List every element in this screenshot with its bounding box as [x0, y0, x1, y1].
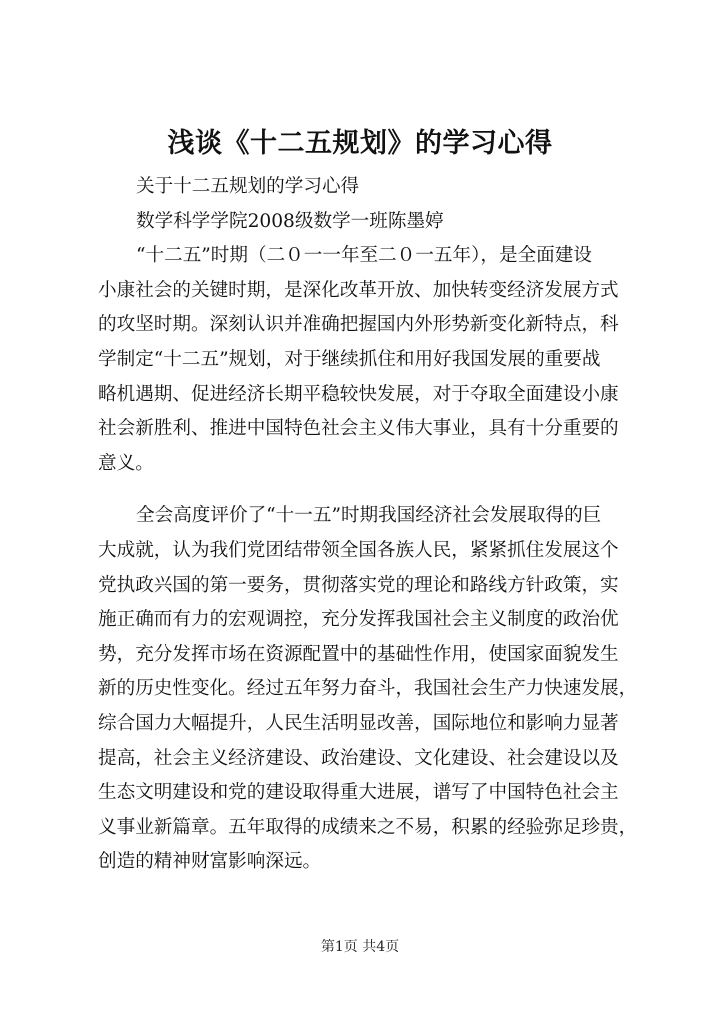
paragraph-line: 的攻坚时期。深刻认识并准确把握国内外形势新变化新特点，科 — [98, 314, 619, 336]
paragraph-line: 提高，社会主义经济建设、政治建设、文化建设、社会建设以及 — [98, 747, 619, 769]
paragraph-line: 小康社会的关键时期，是深化改革开放、加快转变经济发展方式 — [98, 279, 619, 301]
paragraph-line: 义事业新篇章。五年取得的成绩来之不易，积累的经验弥足珍贵， — [98, 816, 638, 838]
paragraph-line: 施正确而有力的宏观调控，充分发挥我国社会主义制度的政治优 — [98, 609, 619, 631]
paragraph-gap — [98, 481, 638, 499]
paragraph-line: 创造的精神财富影响深远。 — [98, 851, 322, 873]
paragraph-line: 新的历史性变化。经过五年努力奋斗，我国社会生产力快速发展， — [98, 678, 638, 700]
paragraph-line: 生态文明建设和党的建设取得重大进展，谱写了中国特色社会主 — [98, 782, 619, 804]
author-line: 数学科学学院2008级数学一班陈墨婷 — [136, 210, 444, 232]
paragraph-line: 意义。 — [98, 452, 154, 474]
paragraph-line: 学制定“十二五”规划，对于继续抓住和用好我国发展的重要战 — [98, 348, 601, 370]
document-title: 浅谈《十二五规划》的学习心得 — [167, 128, 553, 159]
paragraph-line: “十二五”时期（二０一一年至二０一五年），是全面建设 — [136, 245, 592, 267]
paragraph-line: 势，充分发挥市场在资源配置中的基础性作用，使国家面貌发生 — [98, 643, 619, 665]
paragraph-2 — [98, 499, 638, 880]
subtitle-line: 关于十二五规划的学习心得 — [136, 176, 360, 197]
paragraph-line: 党执政兴国的第一要务，贯彻落实党的理论和路线方针政策，实 — [98, 574, 619, 596]
paragraph-line: 综合国力大幅提升，人民生活明显改善，国际地位和影响力显著 — [98, 712, 619, 734]
paragraph-1 — [98, 239, 638, 481]
page-number: 第1页 共4页 — [320, 939, 400, 955]
paragraph-line: 大成就，认为我们党团结带领全国各族人民，紧紧抓住发展这个 — [98, 539, 619, 561]
paragraph-line: 略机遇期、促进经济长期平稳较快发展，对于夺取全面建设小康 — [98, 383, 619, 405]
paragraph-line: 全会高度评价了“十一五”时期我国经济社会发展取得的巨 — [136, 505, 602, 527]
paragraph-line: 社会新胜利、推进中国特色社会主义伟大事业，具有十分重要的 — [98, 418, 619, 440]
document-body — [98, 170, 638, 880]
